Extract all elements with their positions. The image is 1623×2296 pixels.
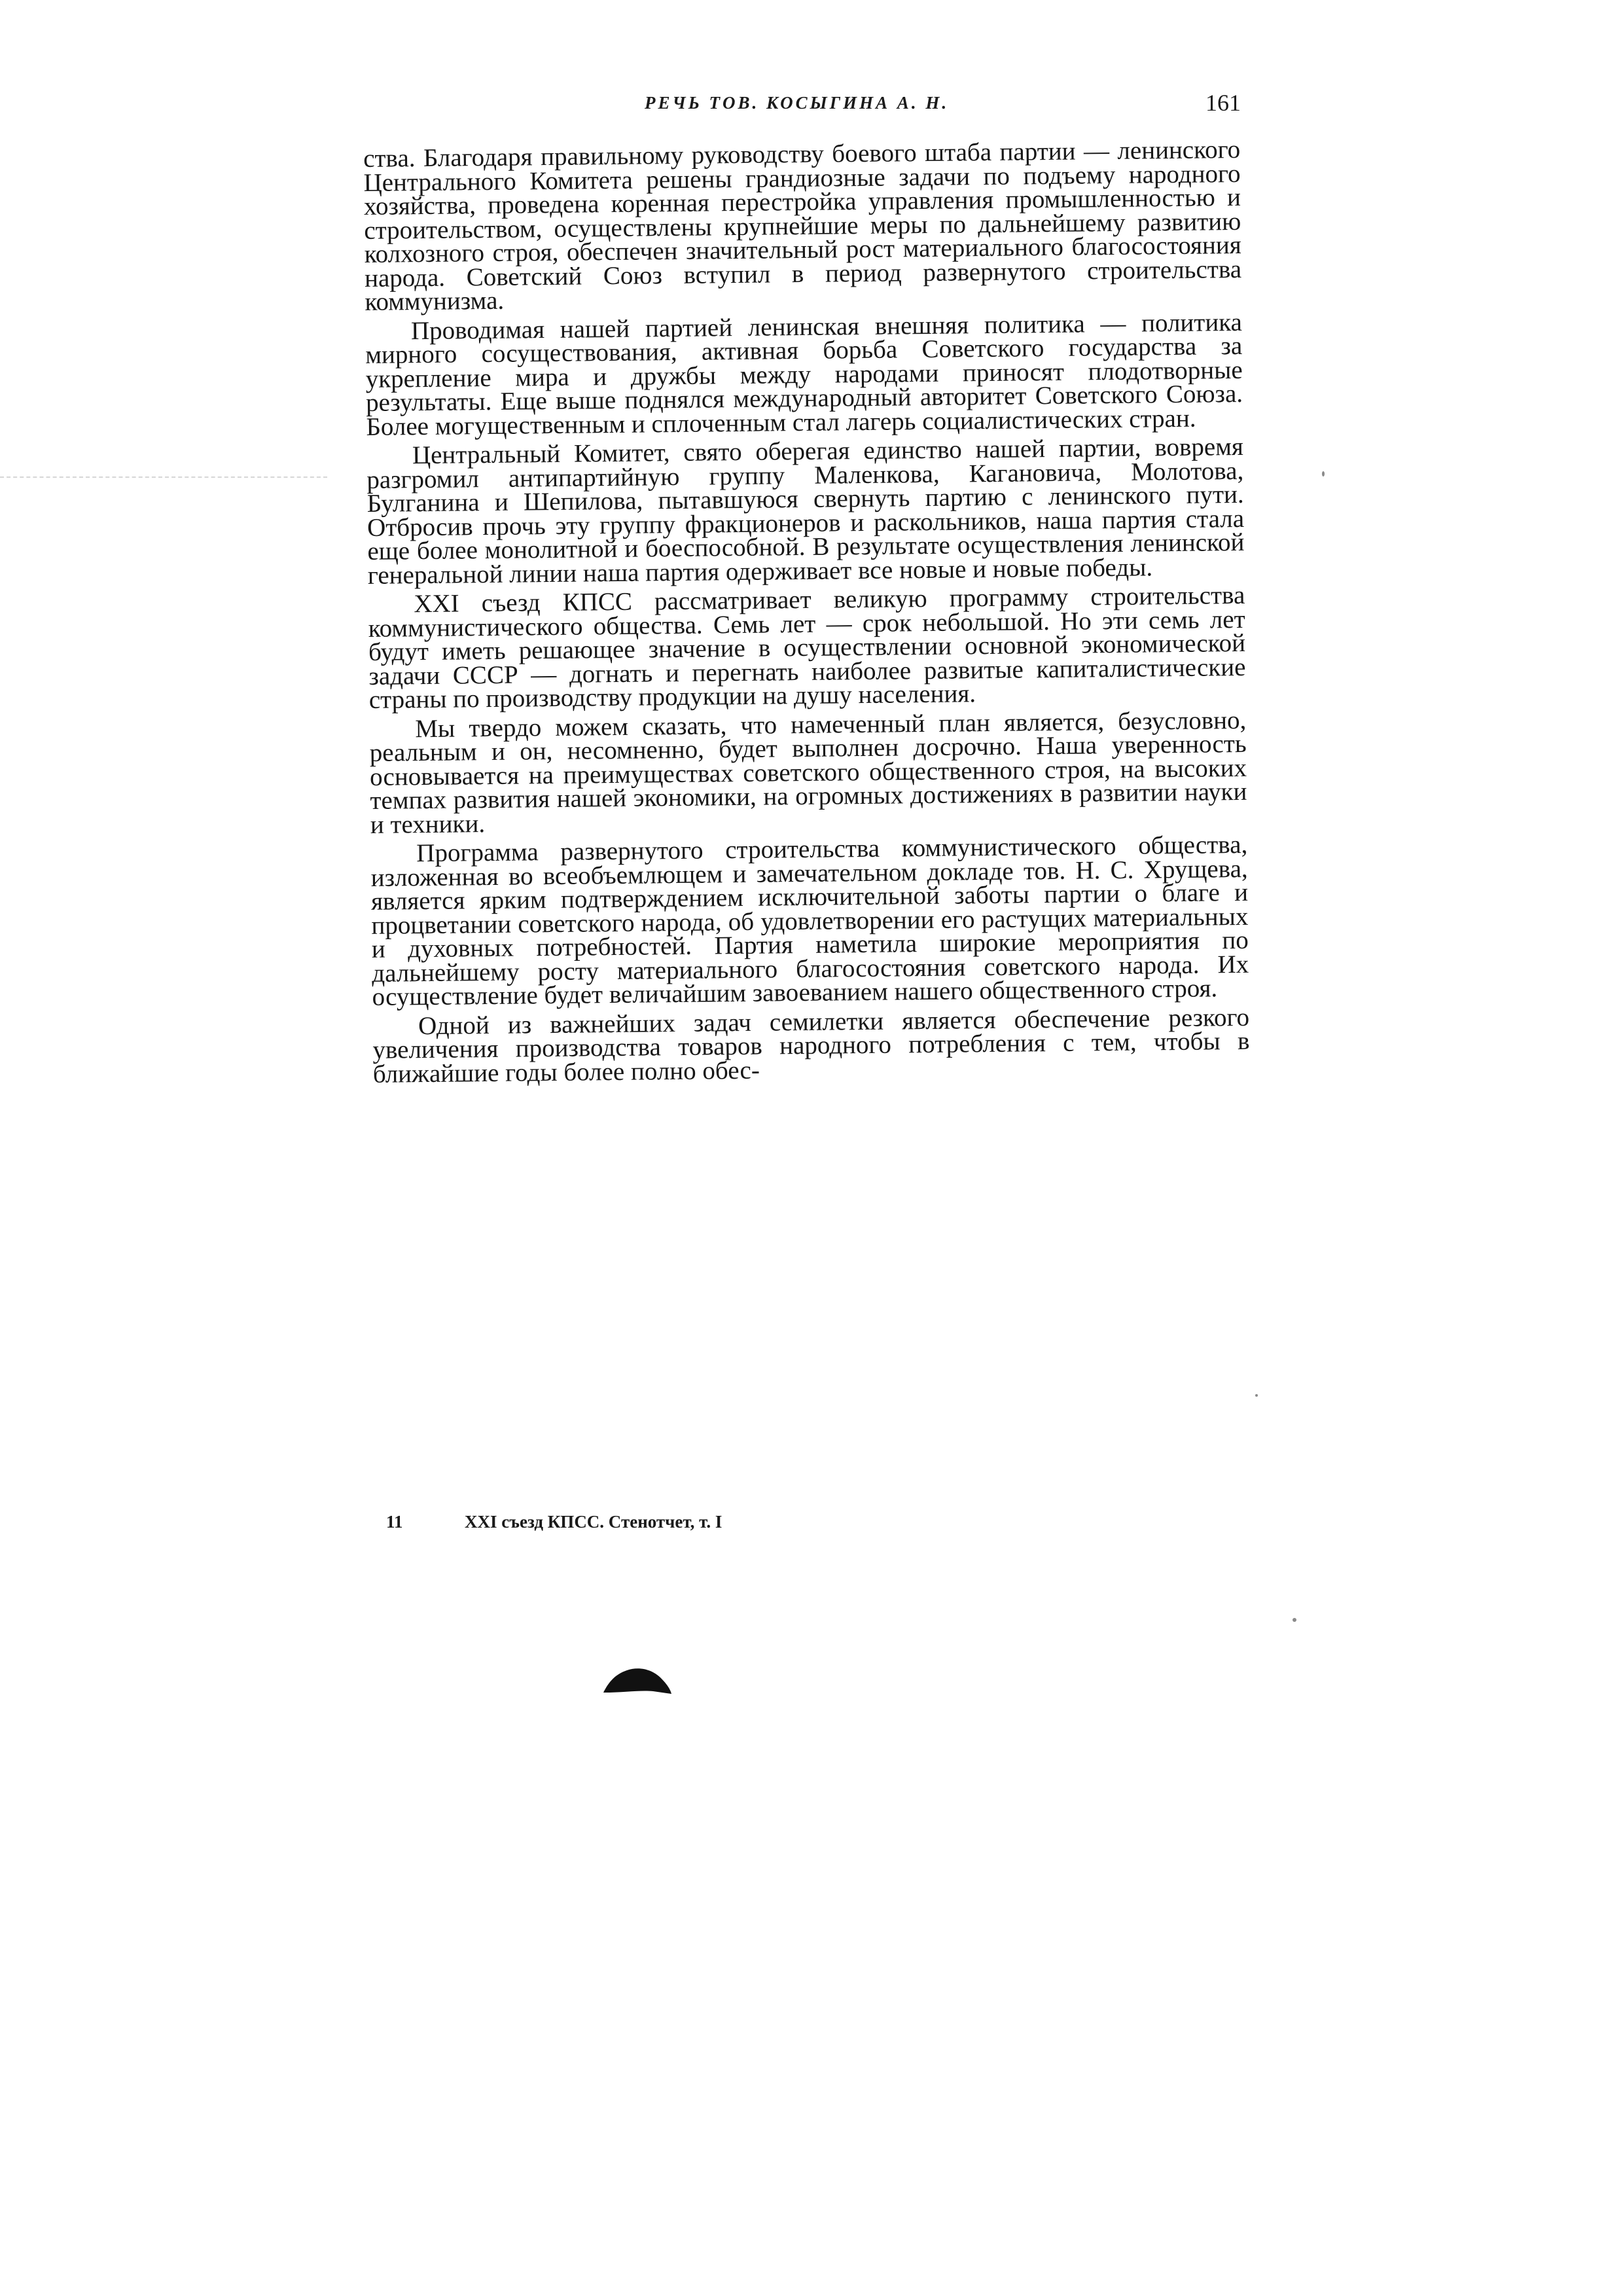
scan-speck [1255, 1394, 1258, 1397]
paragraph: XXI съезд КПСС рассматривает великую программу строительства коммунистического общества. Семь лет — срок небольшой. Но эти семь лет будут иметь решающее значение в осуществлении основной экономической задачи СССР — догнать и перегнать наиболее развитые капиталистические страны по производству продукции на душу населения. [368, 581, 1246, 714]
scan-artifact-line [0, 476, 327, 478]
scan-speck [1322, 471, 1325, 476]
paragraph: Одной из важнейших задач семилетки является обеспечение резкого увеличения производства товаров народного потребления с тем, чтобы в ближайшие годы более полно обес- [372, 1003, 1250, 1088]
ink-blot-mark [601, 1662, 673, 1696]
body-text [363, 135, 1250, 1092]
paragraph: Проводимая нашей партией ленинская внешняя политика — политика мирного сосуществования, активная борьба Советского государства за укрепление мира и дружбы между народами приносят плодотворные результаты. Еще выше поднялся международный авторитет Советского Союза. Более могущественным и сплоченным стал лагерь социалистических стран. [365, 308, 1243, 441]
paragraph: Мы твердо можем сказать, что намеченный план является, безусловно, реальным и он, несомненно, будет выполнен досрочно. Наша уверенность основывается на преимуществах советского общественного строя, на высоких темпах развития нашей экономики, на огромных достижениях в развитии науки и техники. [369, 706, 1247, 839]
scan-speck [1293, 1618, 1296, 1622]
imprint-line: XXI съезд КПСС. Стенотчет, т. I [465, 1512, 722, 1532]
page-footer [386, 1512, 722, 1532]
paragraph: ства. Благодаря правильному руководству боевого штаба партии — ленинского Центрального Комитета решены грандиозные задачи по подъему народного хозяйства, проведена коренная перестройка управления промышленностью и строительством, осуществлены крупнейшие меры по дальнейшему развитию колхозного строя, обеспечен значительный рост материального благосостояния народа. Советский Союз вступил в период развернутого строительства коммунизма. [363, 135, 1242, 316]
paragraph: Программа развернутого строительства коммунистического общества, изложенная во всеобъемлющем и замечательном докладе тов. Н. С. Хрущева, является ярким подтверждением исключительной заботы партии о благе и процветании советского народа, об удовлетворении его растущих материальных и духовных потребностей. Партия наметила широкие мероприятия по дальнейшему росту материального благосостояния советского народа. Их осуществление будет величайшим завоеванием нашего общественного строя. [370, 830, 1249, 1011]
paragraph: Центральный Комитет, свято оберегая единство нашей партии, вовремя разгромил антипартийную группу Маленкова, Кагановича, Молотова, Булганина и Шепилова, пытавшуюся свернуть партию с ленинского пути. Отбросив прочь эту группу фракционеров и раскольников, наша партия стала еще более монолитной и боеспособной. В результате осуществления ленинской генеральной линии наша партия одерживает все новые и новые победы. [366, 432, 1245, 590]
running-title: РЕЧЬ ТОВ. КОСЫГИНА А. Н. [645, 93, 950, 113]
page-number: 161 [1205, 90, 1241, 116]
signature-mark: 11 [386, 1512, 403, 1532]
